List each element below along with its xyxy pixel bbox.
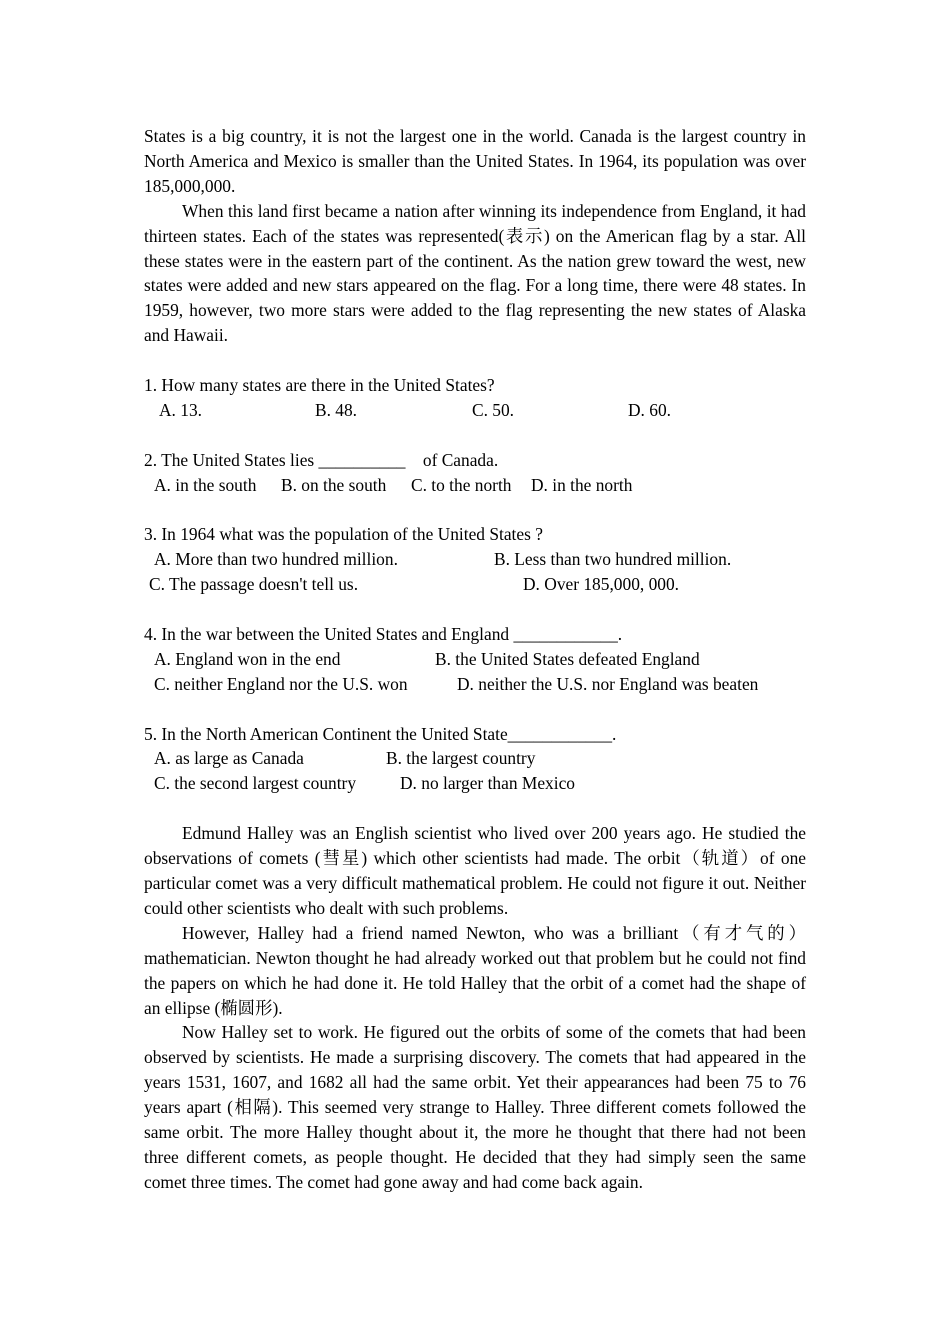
passage1-paragraph-1: States is a big country, it is not the largest one in the world. Canada is the largest country in North America and Mexico is smaller than the United States. In 1964, its population was over 185,000,000.	[144, 126, 806, 196]
question-5-option-c: C. the second largest country	[154, 773, 357, 794]
question-2-option-b: B. on the south	[281, 474, 387, 495]
spacer	[144, 348, 806, 373]
question-3-option-c: C. The passage doesn't tell us.	[149, 574, 359, 595]
spacer	[144, 597, 806, 622]
question-4-option-c: C. neither England nor the U.S. won	[154, 673, 408, 694]
question-5-option-d: D. no larger than Mexico	[400, 773, 575, 794]
question-5-options-row-2	[144, 771, 806, 796]
passage2-paragraph-3: Now Halley set to work. He figured out the orbits of some of the comets that had been observed by scientists. He made a surprising discovery. The comets that had appeared in the years 1531, 1607, and 1682 all had the same orbit. Yet their appearances had been 75 to 76 years apart (相隔). This seemed very strange to Halley. Three different comets followed the same orbit. The more Halley thought about it, the more he thought that there had not been three different comets, as people thought. He decided that they had simply seen the same comet three times. The comet had gone away and had come back again.	[144, 1022, 806, 1192]
document-page	[144, 124, 806, 1195]
question-4	[144, 622, 806, 697]
question-3-options-row-1	[144, 547, 806, 572]
spacer	[144, 423, 806, 448]
question-1-option-a: A. 13.	[159, 399, 202, 420]
question-4-stem: 4. In the war between the United States and England ____________.	[144, 624, 623, 644]
passage2-paragraph-1: Edmund Halley was an English scientist who lived over 200 years ago. He studied the observations of comets (彗星) which other scientists had made. The orbit（轨道）of one particular comet was a very difficult mathematical problem. He could not figure it out. Neither could other scientists who dealt with such problems.	[144, 823, 806, 918]
question-1-option-b: B. 48.	[315, 399, 358, 420]
question-2	[144, 448, 806, 498]
spacer	[144, 498, 806, 523]
question-1-option-d: D. 60.	[628, 399, 671, 420]
question-3-option-d: D. Over 185,000, 000.	[523, 574, 680, 595]
question-3-option-b: B. Less than two hundred million.	[494, 549, 732, 570]
question-2-option-d: D. in the north	[531, 474, 633, 495]
question-3-option-a: A. More than two hundred million.	[154, 549, 398, 570]
question-1-option-c: C. 50.	[472, 399, 515, 420]
question-5-options-row-1	[144, 746, 806, 771]
question-1	[144, 373, 806, 423]
passage2-paragraph-2: However, Halley had a friend named Newton, who was a brilliant（有才气的）mathematician. Newton thought he had already worked out that problem but he could not find the papers on which he had done it. He told Halley that the orbit of a comet had the shape of an ellipse (椭圆形).	[144, 922, 806, 1018]
spacer	[144, 796, 806, 821]
question-1-stem: 1. How many states are there in the United States?	[144, 375, 495, 396]
question-4-options-row-1	[144, 647, 806, 672]
question-1-options	[144, 398, 806, 423]
question-5	[144, 722, 806, 797]
question-5-stem: 5. In the North American Continent the United State____________.	[144, 723, 617, 744]
question-4-options-row-2	[144, 672, 806, 697]
spacer	[144, 697, 806, 722]
question-2-option-a: A. in the south	[154, 474, 257, 495]
question-2-options	[144, 473, 806, 498]
question-3-options-row-2	[144, 572, 806, 597]
question-5-option-a: A. as large as Canada	[154, 748, 304, 769]
question-3-stem: 3. In 1964 what was the population of the United States ?	[144, 524, 543, 545]
question-4-option-a: A. England won in the end	[154, 648, 341, 669]
question-2-stem: 2. The United States lies __________ of Canada.	[144, 449, 499, 470]
question-4-option-d: D. neither the U.S. nor England was beaten	[457, 673, 759, 694]
passage1-paragraph-2: When this land first became a nation after winning its independence from England, it had thirteen states. Each of the states was represented(表示) on the American flag by a star. All these states were in the eastern part of the continent. As the nation grew toward the west, new states were added and new stars appeared on the flag. For a long time, there were 48 states. In 1959, however, two more stars were added to the flag representing the new states of Alaska and Hawaii.	[144, 200, 806, 346]
question-2-option-c: C. to the north	[411, 474, 512, 495]
question-3	[144, 522, 806, 597]
question-4-option-b: B. the United States defeated England	[435, 648, 700, 669]
question-5-option-b: B. the largest country	[386, 748, 536, 769]
